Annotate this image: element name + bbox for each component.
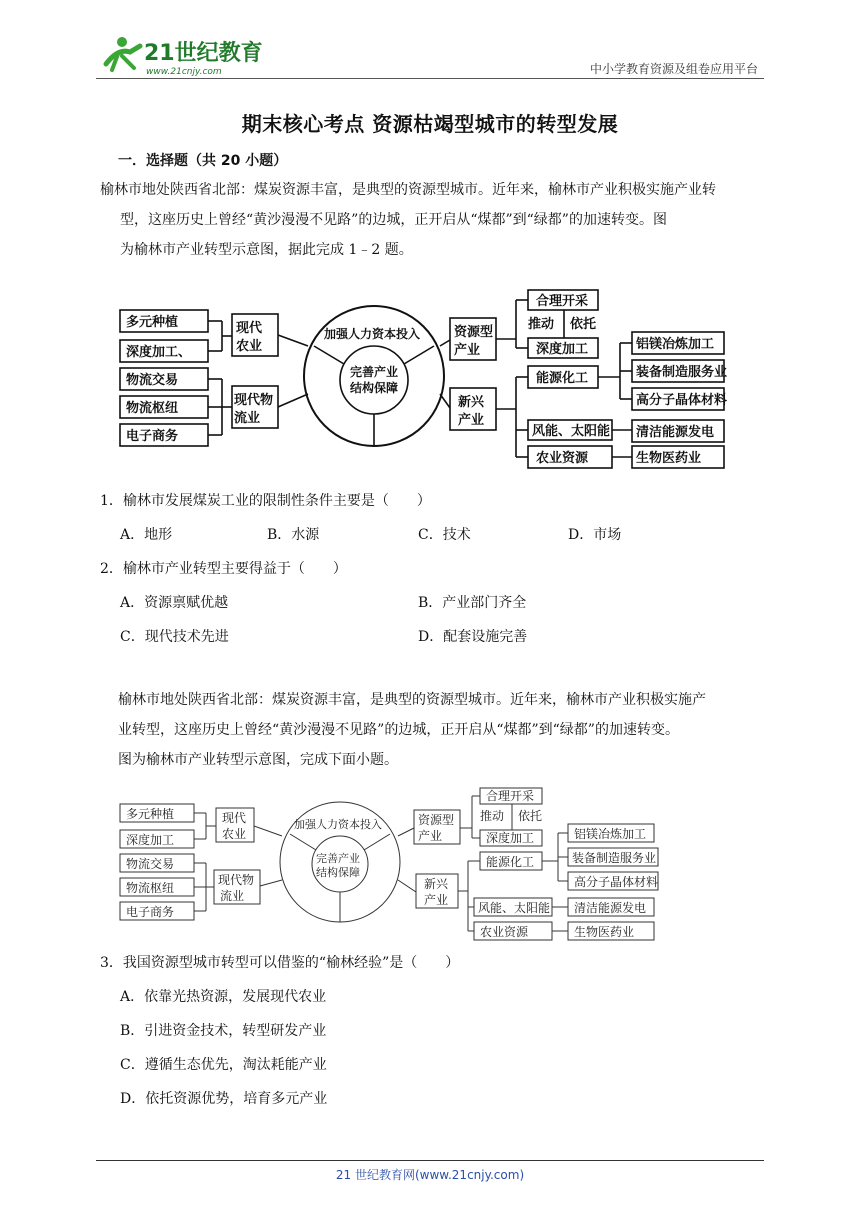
diagram-label: 产业 <box>418 829 443 843</box>
diagram-box: 农业资源 <box>536 451 589 466</box>
diagram-label: 产业 <box>458 413 485 428</box>
diagram-box: 物流交易 <box>126 857 175 871</box>
diagram-box: 电子商务 <box>126 905 175 919</box>
q2-option-c[interactable]: C．现代技术先进 <box>120 629 229 645</box>
diagram-label: 农业 <box>236 339 263 354</box>
diagram-box: 铝镁冶炼加工 <box>636 337 715 352</box>
diagram-box: 合理开采 <box>486 789 535 803</box>
passage-line: 型，这座历史上曾经“黄沙漫漫不见路”的边城，正开启从“煤都”到“绿都”的加速转变。图 <box>120 212 667 228</box>
diagram-box: 生物医药业 <box>636 451 702 466</box>
circle-center-text: 完善产业 <box>350 365 399 379</box>
question-3: 3．我国资源型城市转型可以借鉴的“榆林经验”是（ ） <box>100 955 460 971</box>
passage-line: 业转型，这座历史上曾经“黄沙漫漫不见路”的边城，正开启从“煤都”到“绿都”的加速转变。 <box>118 722 679 738</box>
q1-option-d[interactable]: D．市场 <box>568 527 622 543</box>
diagram-arrow-label: 依托 <box>570 317 597 332</box>
diagram-box: 铝镁冶炼加工 <box>574 827 647 841</box>
diagram-box: 高分子晶体材料 <box>574 875 659 889</box>
q3-option-c[interactable]: C．遵循生态优先，淘汰耗能产业 <box>120 1057 327 1073</box>
diagram-label: 新兴 <box>458 395 485 410</box>
industry-transformation-diagram-1 <box>118 284 734 474</box>
circle-center-text: 完善产业 <box>316 852 360 865</box>
diagram-label: 流业 <box>234 411 261 426</box>
page-title: 期末核心考点 资源枯竭型城市的转型发展 <box>241 112 619 136</box>
circle-center-text: 结构保障 <box>350 381 399 395</box>
diagram-label: 现代 <box>236 321 263 336</box>
logo-url: www.21cnjy.com <box>146 67 222 77</box>
diagram-label: 农业 <box>222 827 247 841</box>
q1-option-c[interactable]: C．技术 <box>418 527 471 543</box>
passage-line: 榆林市地处陕西省北部：煤炭资源丰富，是典型的资源型城市。近年来，榆林市产业积极实施产业转 <box>100 182 716 198</box>
q2-option-d[interactable]: D．配套设施完善 <box>418 629 528 645</box>
diagram-label: 产业 <box>454 343 481 358</box>
diagram-arrow-label: 推动 <box>528 317 555 332</box>
diagram-arrow-label: 依托 <box>518 809 543 823</box>
page-header <box>96 34 764 80</box>
diagram-label: 资源型 <box>454 325 494 340</box>
question-2: 2．榆林市产业转型主要得益于（ ） <box>100 561 347 577</box>
diagram-box: 装备制造服务业 <box>572 851 657 865</box>
diagram-label: 现代 <box>222 811 247 825</box>
diagram-box: 风能、太阳能 <box>532 424 611 439</box>
q1-option-b[interactable]: B．水源 <box>267 527 320 543</box>
q3-option-d[interactable]: D．依托资源优势，培育多元产业 <box>120 1091 328 1107</box>
diagram-box: 清洁能源发电 <box>636 425 715 440</box>
diagram-box: 生物医药业 <box>574 925 635 939</box>
diagram-box: 清洁能源发电 <box>574 901 647 915</box>
diagram-box: 多元种植 <box>126 807 175 821</box>
diagram-label: 现代物 <box>218 873 255 887</box>
section-heading: 一．选择题（共 20 小题） <box>118 153 288 169</box>
diagram-box: 物流交易 <box>126 373 179 388</box>
diagram-box: 深度加工 <box>126 833 175 847</box>
footer-text: 21 世纪教育网(www.21cnjy.com) <box>335 1168 525 1182</box>
q3-option-b[interactable]: B．引进资金技术，转型研发产业 <box>120 1023 327 1039</box>
passage-2 <box>118 685 768 775</box>
diagram-box: 深度加工、 <box>126 345 192 360</box>
diagram-box: 高分子晶体材料 <box>636 393 728 408</box>
diagram-box: 电子商务 <box>126 429 179 444</box>
diagram-label: 现代物 <box>234 393 274 408</box>
diagram-box: 装备制造服务业 <box>636 365 728 380</box>
question-1: 1．榆林市发展煤炭工业的限制性条件主要是（ ） <box>100 493 431 509</box>
diagram-arrow-label: 推动 <box>480 809 505 823</box>
passage-1 <box>100 175 766 265</box>
industry-transformation-diagram-2 <box>118 784 664 944</box>
diagram-box: 风能、太阳能 <box>478 901 551 915</box>
passage-line: 图为榆林市产业转型示意图，完成下面小题。 <box>118 752 398 768</box>
diagram-box: 物流枢纽 <box>126 401 179 416</box>
circle-center-text: 结构保障 <box>316 866 360 879</box>
diagram-label: 新兴 <box>424 877 449 891</box>
diagram-box: 深度加工 <box>536 342 589 357</box>
platform-name: 中小学教育资源及组卷应用平台 <box>589 62 758 76</box>
q1-option-a[interactable]: A．地形 <box>120 527 173 543</box>
diagram-label: 资源型 <box>418 813 455 827</box>
diagram-box: 物流枢纽 <box>126 881 175 895</box>
q2-option-a[interactable]: A．资源禀赋优越 <box>120 595 229 611</box>
q2-option-b[interactable]: B．产业部门齐全 <box>418 595 527 611</box>
diagram-box: 能源化工 <box>486 855 535 869</box>
diagram-box: 能源化工 <box>536 371 589 386</box>
logo-icon <box>96 34 266 78</box>
diagram-box: 合理开采 <box>536 294 589 309</box>
header-divider <box>96 78 764 79</box>
diagram-box: 农业资源 <box>480 925 529 939</box>
passage-line: 榆林市地处陕西省北部：煤炭资源丰富，是典型的资源型城市。近年来，榆林市产业积极实施产 <box>118 692 706 708</box>
diagram-box: 深度加工 <box>486 831 535 845</box>
circle-top-text: 加强人力资本投入 <box>324 327 421 341</box>
diagram-box: 多元种植 <box>126 315 179 330</box>
footer-divider <box>96 1160 764 1161</box>
diagram-label: 流业 <box>220 889 245 903</box>
logo-text: 21世纪教育 <box>144 41 263 66</box>
circle-top-text: 加强人力资本投入 <box>294 818 382 831</box>
passage-line: 为榆林市产业转型示意图，据此完成 1﹣2 题。 <box>120 242 413 258</box>
q3-option-a[interactable]: A．依靠光热资源，发展现代农业 <box>120 989 327 1005</box>
diagram-label: 产业 <box>424 893 449 907</box>
